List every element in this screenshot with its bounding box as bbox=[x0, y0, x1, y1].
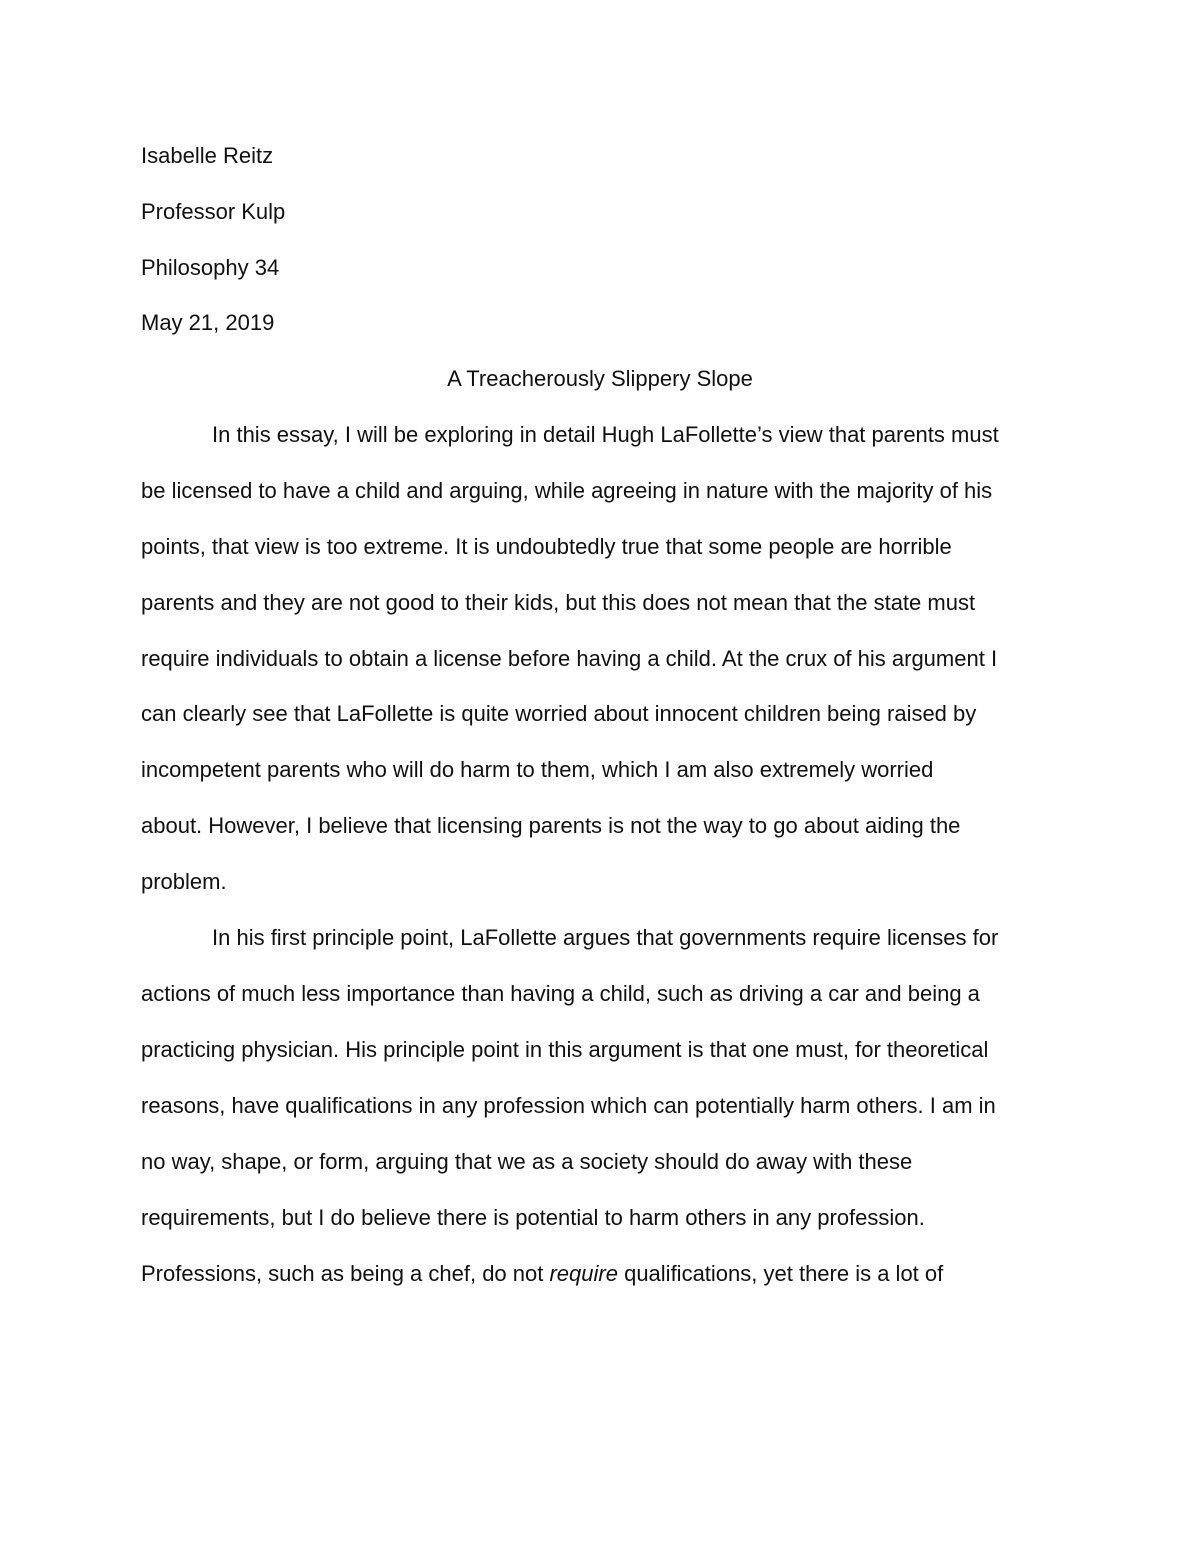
essay-date: May 21, 2019 bbox=[141, 310, 275, 335]
last-line-text-before: Professions, such as being a chef, do not bbox=[141, 1261, 550, 1286]
essay-title: A Treacherously Slippery Slope bbox=[447, 366, 753, 391]
paragraph-1-line: incompetent parents who will do harm to them, which I am also extremely worried bbox=[141, 757, 934, 782]
paragraph-2-line: no way, shape, or form, arguing that we as a society should do away with these bbox=[141, 1149, 913, 1174]
paragraph-1-line: points, that view is too extreme. It is undoubtedly true that some people are horrible bbox=[141, 534, 952, 559]
paragraph-1-line: require individuals to obtain a license before having a child. At the crux of his argument I bbox=[141, 646, 998, 671]
paragraph-1-line: parents and they are not good to their kids, but this does not mean that the state must bbox=[141, 590, 976, 615]
paragraph-1-line: problem. bbox=[141, 869, 227, 894]
paragraph-2-line: practicing physician. His principle point in this argument is that one must, for theoretical bbox=[141, 1037, 989, 1062]
paragraph-2-line: In his first principle point, LaFollette argues that governments require licenses for bbox=[212, 925, 999, 950]
paragraph-1-line: can clearly see that LaFollette is quite worried about innocent children being raised by bbox=[141, 701, 977, 726]
last-line-text-after: qualifications, yet there is a lot of bbox=[617, 1261, 944, 1286]
paragraph-1-line: In this essay, I will be exploring in detail Hugh LaFollette’s view that parents must bbox=[212, 422, 999, 447]
course-name: Philosophy 34 bbox=[141, 255, 280, 280]
paragraph-2-last-line bbox=[141, 1261, 943, 1287]
paragraph-1-line: about. However, I believe that licensing parents is not the way to go about aiding the bbox=[141, 813, 961, 838]
emphasized-word: require bbox=[549, 1261, 618, 1286]
paragraph-1-line: be licensed to have a child and arguing, while agreeing in nature with the majority of his bbox=[141, 478, 993, 503]
paragraph-2-line: actions of much less importance than having a child, such as driving a car and being a bbox=[141, 981, 980, 1006]
author-name: Isabelle Reitz bbox=[141, 143, 274, 168]
professor-name: Professor Kulp bbox=[141, 199, 286, 224]
paragraph-2-line: requirements, but I do believe there is potential to harm others in any profession. bbox=[141, 1205, 925, 1230]
paragraph-2-line: reasons, have qualifications in any profession which can potentially harm others. I am in bbox=[141, 1093, 996, 1118]
